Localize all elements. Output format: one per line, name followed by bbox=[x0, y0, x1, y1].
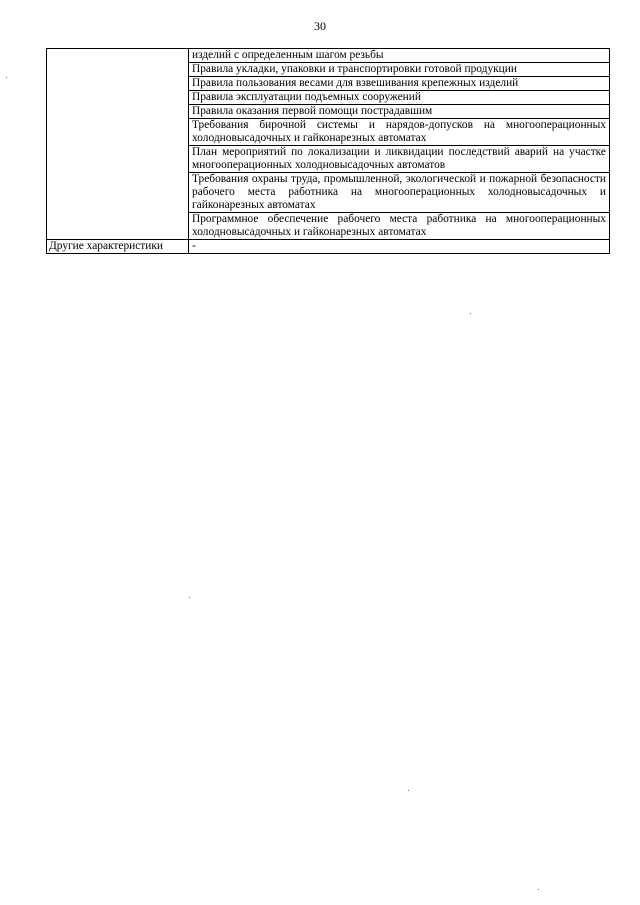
table-cell: Требования бирочной системы и нарядов-допусков на многооперационных холодновысадочных и гайконарезных автоматах bbox=[189, 119, 610, 146]
table-cell: Программное обеспечение рабочего места работника на многооперационных холодновысадочных и гайконарезных автоматах bbox=[189, 213, 610, 240]
table-cell: Правила укладки, упаковки и транспортировки готовой продукции bbox=[189, 63, 610, 77]
page-number: 30 bbox=[314, 19, 326, 33]
empty-label-cell bbox=[47, 49, 189, 240]
other-characteristics-value: - bbox=[189, 240, 610, 254]
scan-speck bbox=[189, 597, 190, 598]
requirements-table bbox=[46, 48, 610, 254]
table-cell: Правила пользования весами для взвешивания крепежных изделий bbox=[189, 77, 610, 91]
table-cell: Правила эксплуатации подъемных сооружений bbox=[189, 91, 610, 105]
scan-speck bbox=[6, 77, 7, 78]
table-row-other-characteristics bbox=[47, 240, 610, 254]
table-cell: План мероприятий по локализации и ликвидации последствий аварий на участке многооперационных холодновысадочных автоматов bbox=[189, 146, 610, 173]
other-characteristics-label: Другие характеристики bbox=[47, 240, 189, 254]
scan-speck bbox=[470, 313, 471, 314]
scan-speck bbox=[538, 889, 539, 890]
scan-speck bbox=[408, 790, 409, 791]
table-cell: изделий с определенным шагом резьбы bbox=[189, 49, 610, 63]
table-cell: Правила оказания первой помощи пострадавшим bbox=[189, 105, 610, 119]
table-row bbox=[47, 49, 610, 63]
table-cell: Требования охраны труда, промышленной, экологической и пожарной безопасности рабочего места работника на многооперационных холодновысадочных и гайконарезных автоматах bbox=[189, 173, 610, 213]
